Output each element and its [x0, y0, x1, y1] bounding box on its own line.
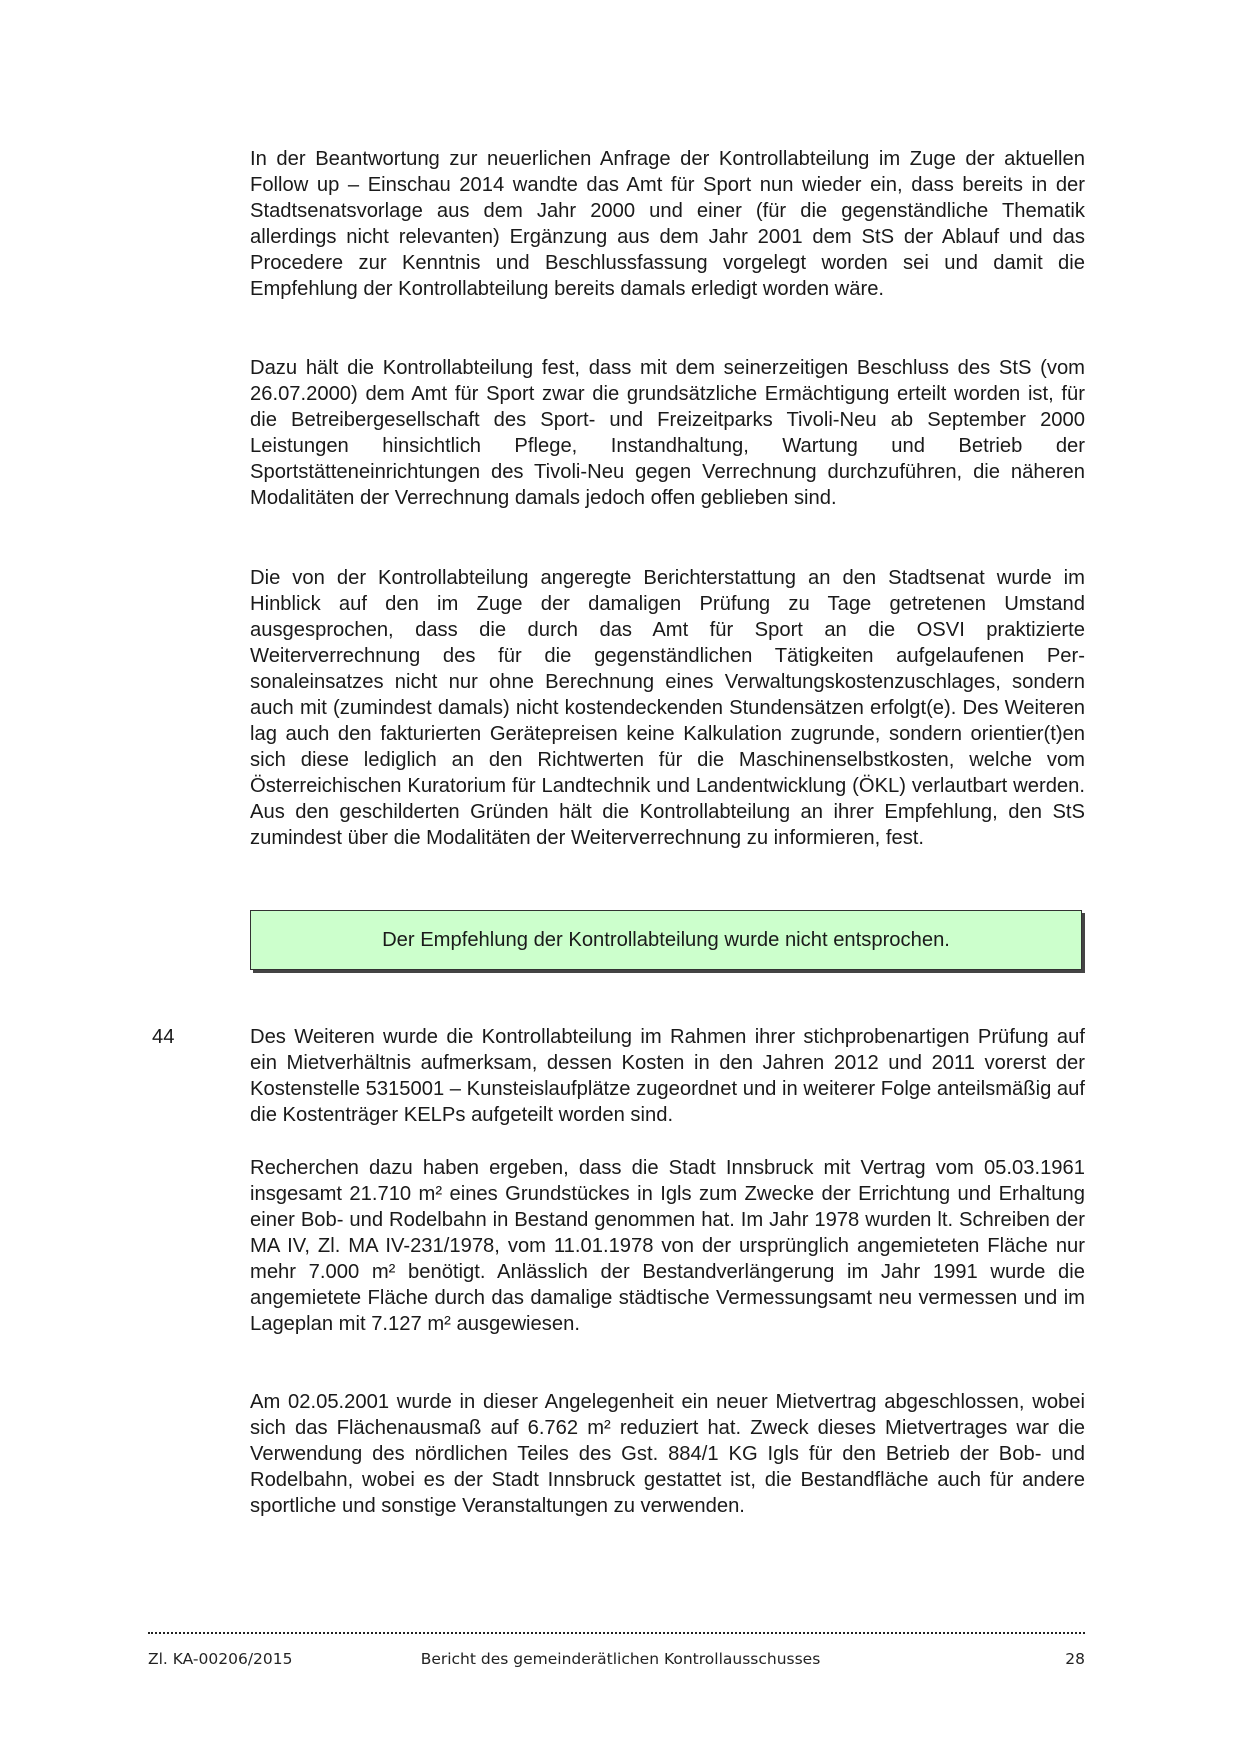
status-box-text: Der Empfehlung der Kontrollabteilung wurde nicht entsprochen.	[382, 928, 950, 951]
paragraph-follow-up-response: In der Beantwortung zur neuerlichen Anfrage der Kontrollabteilung im Zuge der aktuellen Follow up – Einschau 2014 wandte das Amt für Sport nun wieder ein, dass bereits in der Stadtsenatsvorlage aus dem Jahr 2000 und einer (für die gegenständliche Thematik allerdings nicht relevanten) Ergänzung aus dem Jahr 2001 dem StS der Ablauf und das Procedere zur Kenntnis und Beschlussfassung vorgelegt worden sei und damit die Empfehlung der Kontrollabteilung bereits damals erledigt worden wäre.	[250, 148, 1085, 300]
paragraph-new-lease: Am 02.05.2001 wurde in dieser Angelegenheit ein neuer Mietvertrag abgeschlossen, wobei sich das Flächenausmaß auf 6.762 m² reduziert hat. Zweck dieses Mietvertrages war die Verwendung des nördlichen Teiles des Gst. 884/1 KG Igls für den Betrieb der Bob- und Rodelbahn, wobei es der Stadt Innsbruck gestattet ist, die Bestandfläche auch für andere sportliche und sonstige Veranstaltungen zu verwenden.	[250, 1391, 1085, 1517]
paragraph-kontrollabteilung-statement: Dazu hält die Kontrollabteilung fest, dass mit dem seinerzeitigen Beschluss des StS (vom 26.07.2000) dem Amt für Sport zwar die grundsätzliche Ermächtigung erteilt worden ist, für die Betreibergesellschaft des Sport- und Freizeitparks Tivoli-Neu ab September 2000 Leistungen hinsichtlich Pflege, Instandhaltung, Wartung und Betrieb der Sportstätteneinrichtungen des Tivoli-Neu gegen Verrechnung durchzuführen, die näheren Modalitäten der Verrechnung damals jedoch offen geblieben sind.	[250, 357, 1085, 509]
paragraph-research-history: Recherchen dazu haben ergeben, dass die Stadt Innsbruck mit Vertrag vom 05.03.1961 insgesamt 21.710 m² eines Grundstückes in Igls zum Zwecke der Errichtung und Erhaltung einer Bob- und Rodelbahn in Bestand genommen hat. Im Jahr 1978 wurden lt. Schreiben der MA IV, Zl. MA IV-231/1978, vom 11.01.1978 von der ursprünglich angemieteten Fläche nur mehr 7.000 m² benötigt. Anlässlich der Bestandverlängerung im Jahr 1991 wurde die angemietete Fläche durch das damalige städtische Vermessungsamt neu vermessen und im Lageplan mit 7.127 m² ausgewiesen.	[250, 1157, 1085, 1335]
page-number: 28	[1065, 1650, 1085, 1668]
footer-reference: Zl. KA-00206/2015	[148, 1650, 293, 1668]
footer-divider	[148, 1622, 1085, 1634]
paragraph-reporting-recommendation: Die von der Kontrollabteilung angeregte Berichterstattung an den Stadtsenat wurde im Hinblick auf den im Zuge der damaligen Prüfung zu Tage getretenen Umstand ausgesprochen, dass die durch das Amt für Sport an die OSVI praktizierte Weiterverrechnung des für die gegenständlichen Tätigkeiten aufgelaufenen Personaleinsatzes nicht nur ohne Berechnung eines Verwaltungskostenzuschlages, sondern auch mit (zumindest damals) nicht kostendeckenden Stundensätzen erfolgt(e). Des Weiteren lag auch den fakturierten Gerätepreisen keine Kalkulation zugrunde, sondern orientier(t)en sich diese lediglich an den Richtwerten für die Maschinenselbstkosten, welche vom Österreichischen Kuratorium für Landtechnik und Landentwicklung (ÖKL) verlautbart werden. Aus den geschilderten Gründen hält die Kontrollabteilung an ihrer Empfehlung, den StS zumindest über die Modalitäten der Weiterverrechnung zu informieren, fest.	[250, 567, 1085, 849]
paragraph-rental-finding: Des Weiteren wurde die Kontrollabteilung im Rahmen ihrer stichprobenartigen Prüfung auf ein Mietverhältnis aufmerksam, dessen Kosten in den Jahren 2012 und 2011 vorerst der Kostenstelle 5315001 – Kunsteislaufplätze zugeordnet und in weiterer Folge anteilsmäßig auf die Kostenträger KELPs aufgeteilt worden sind.	[250, 1026, 1085, 1126]
section-number: 44	[152, 1026, 175, 1048]
footer-title: Bericht des gemeinderätlichen Kontrollausschusses	[420, 1650, 821, 1668]
status-box	[250, 910, 1082, 970]
